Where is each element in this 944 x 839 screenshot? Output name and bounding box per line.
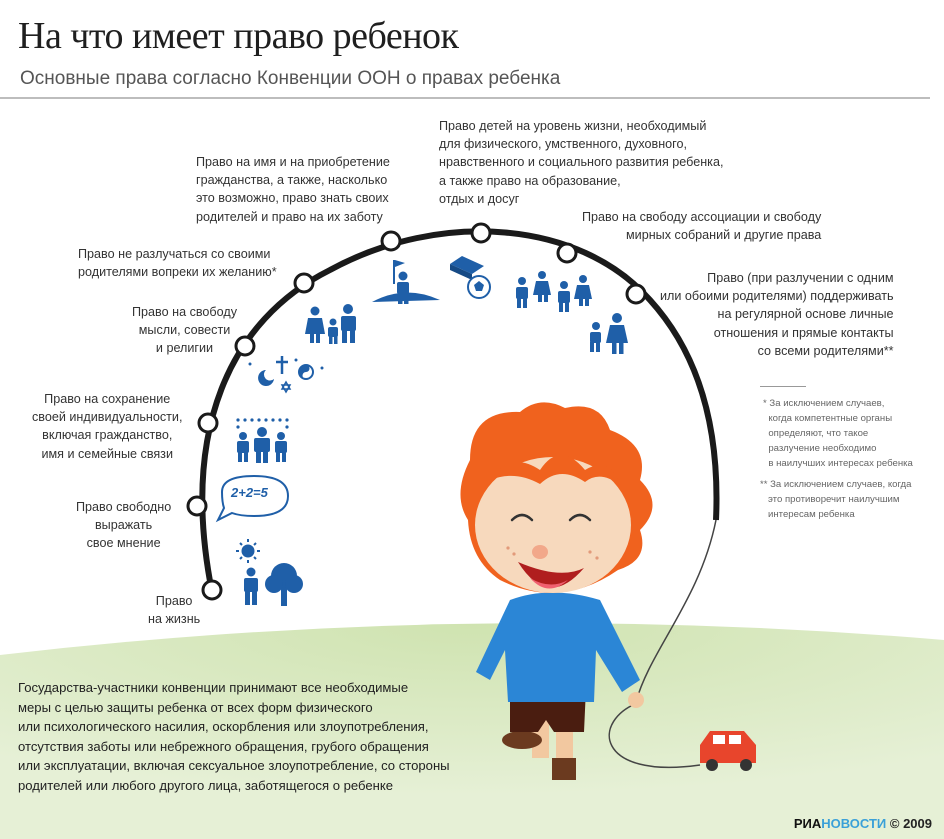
parent-child-icon [590, 313, 628, 354]
milestone-identity [199, 414, 217, 432]
milestone-expression [188, 497, 206, 515]
page-subtitle: Основные права согласно Конвенции ООН о правах ребенка [20, 68, 561, 89]
label-right-life: Право на жизнь [148, 594, 201, 627]
bubble-text: 2+2=5 [231, 485, 268, 500]
milestone-name [382, 232, 400, 250]
page-title: На что имеет право ребенок [18, 15, 459, 57]
header-divider [0, 97, 930, 99]
logo-year: © 2009 [889, 816, 932, 831]
convention-text: Государства-участники конвенции принимают все необходимые меры с целью защиты ребенка от всех форм физического или психологического насилия, оскорбления или злоупотребления, отсутствия заботы или небрежного обращения, грубого обращения или эксплуатации, включая сексуальное злоупотребление, со стороны родителей или любого другого лица, заботящегося о ребенке [18, 680, 450, 793]
label-right-contact: Право (при разлучении с одним или обоими родителями) поддерживать на регулярной основе личные отношения и прямые контакты со всеми родителями** [660, 271, 894, 358]
footnote-2: ** За исключением случаев, когда это противоречит наилучшим интересам ребенка [760, 479, 912, 520]
label-right-living: Право детей на уровень жизни, необходимый для физического, умственного, духовного, нравственного и социального развития ребенка, а также право на образование, отдых и досуг [439, 119, 724, 206]
milestone-thought [236, 337, 254, 355]
footnote-divider [760, 386, 806, 387]
milestone-contact [627, 285, 645, 303]
milestone-not-separated [295, 274, 313, 292]
religion-symbols-icon [249, 356, 324, 392]
label-right-thought: Право на свободу мысли, совести и религии [132, 305, 238, 356]
soccer-ball-icon [468, 276, 490, 298]
footnote-1: * За исключением случаев, когда компетентные органы определяют, что такое разлучение необходимо в наилучших интересах ребенка [763, 398, 913, 469]
nose [532, 545, 548, 559]
ria-novosti-logo [794, 816, 932, 831]
label-right-not-separated: Право не разлучаться со своими родителями вопреки их желанию* [78, 247, 277, 280]
family-icon [305, 304, 356, 344]
left-shoe [502, 731, 542, 749]
assembly-icon [516, 271, 592, 312]
sun-icon [236, 539, 260, 563]
person-icon [244, 568, 258, 606]
logo-novosti: НОВОСТИ [821, 816, 887, 831]
label-right-identity: Право на сохранение своей индивидуальности, включая гражданство, имя и семейные связи [32, 392, 183, 461]
logo-ria: РИА [793, 816, 822, 831]
citizen-flag-icon [372, 260, 440, 304]
label-right-association: Право на свободу ассоциации и свободу мирных собраний и другие права [582, 210, 822, 243]
label-right-expression: Право свободно выражать свое мнение [76, 500, 172, 551]
right-shoe [552, 758, 576, 780]
crowd-icon [236, 418, 288, 463]
milestone-life [203, 581, 221, 599]
tree-icon [265, 563, 303, 606]
milestone-association [558, 244, 576, 262]
label-right-name: Право на имя и на приобретение гражданства, а также, насколько это возможно, право знать своих родителей и право на их заботу [196, 155, 390, 224]
milestone-living [472, 224, 490, 242]
hand [628, 692, 644, 708]
